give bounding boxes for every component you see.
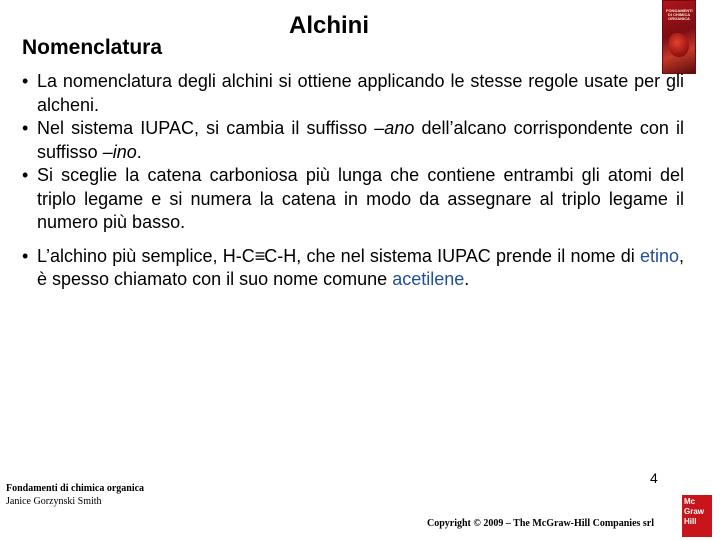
footer-author: Janice Gorzynski Smith (6, 496, 102, 507)
bullet-item (22, 245, 684, 292)
bullet-item (22, 117, 684, 164)
bullet-text: . (464, 269, 470, 289)
bullet-item (22, 70, 684, 117)
book-cover-image (662, 0, 696, 74)
term-acetilene: acetilene (392, 269, 465, 289)
footer-book-info (6, 482, 144, 508)
suffix-ino: –ino (102, 141, 137, 162)
triple-bond-symbol: ≡ (254, 245, 265, 266)
cover-leaf-graphic (669, 33, 689, 57)
bullet-text: , è spesso chiamato con il suo nome comune (37, 245, 684, 289)
footer-book-title: Fondamenti di chimica organica (6, 483, 145, 494)
bullet-text: La nomenclatura degli alchini si ottiene applicando le stesse regole usate per gli alcheni. (37, 71, 684, 115)
cover-line: DI CHIMICA (667, 12, 691, 17)
page-number: 4 (650, 470, 658, 486)
bullet-text: Nel sistema IUPAC, si cambia il suffisso (37, 118, 375, 138)
cover-line: ORGANICA (668, 16, 690, 21)
footer-copyright: Copyright © 2009 – The McGraw-Hill Companies srl (427, 518, 655, 529)
bullet-text: dell’alcano corrispondente con il suffisso (37, 118, 684, 162)
section-title: Nomenclatura (22, 36, 163, 59)
logo-text: Mc (684, 497, 696, 506)
bullet-text: . (136, 141, 142, 162)
slide-title: Alchini (289, 12, 370, 39)
publisher-logo (682, 495, 712, 537)
bullet-list (22, 70, 684, 292)
bullet-item (22, 164, 684, 235)
logo-text: Graw (684, 507, 705, 516)
bullet-text: C-H, che nel sistema IUPAC prende il nome di (264, 245, 640, 266)
bullet-text: Si sceglie la catena carboniosa più lunga che contiene entrambi gli atomi del triplo legame e si numera la catena in modo da assegnare al triplo legame il numero più basso. (37, 165, 684, 232)
book-cover-title (666, 9, 692, 21)
cover-line: FONDAMENTI (666, 8, 693, 13)
term-etino: etino (639, 245, 679, 266)
logo-text: Hill (684, 517, 697, 526)
suffix-ano: –ano (374, 118, 415, 138)
bullet-text: L’alchino più semplice, H-C (37, 245, 255, 266)
